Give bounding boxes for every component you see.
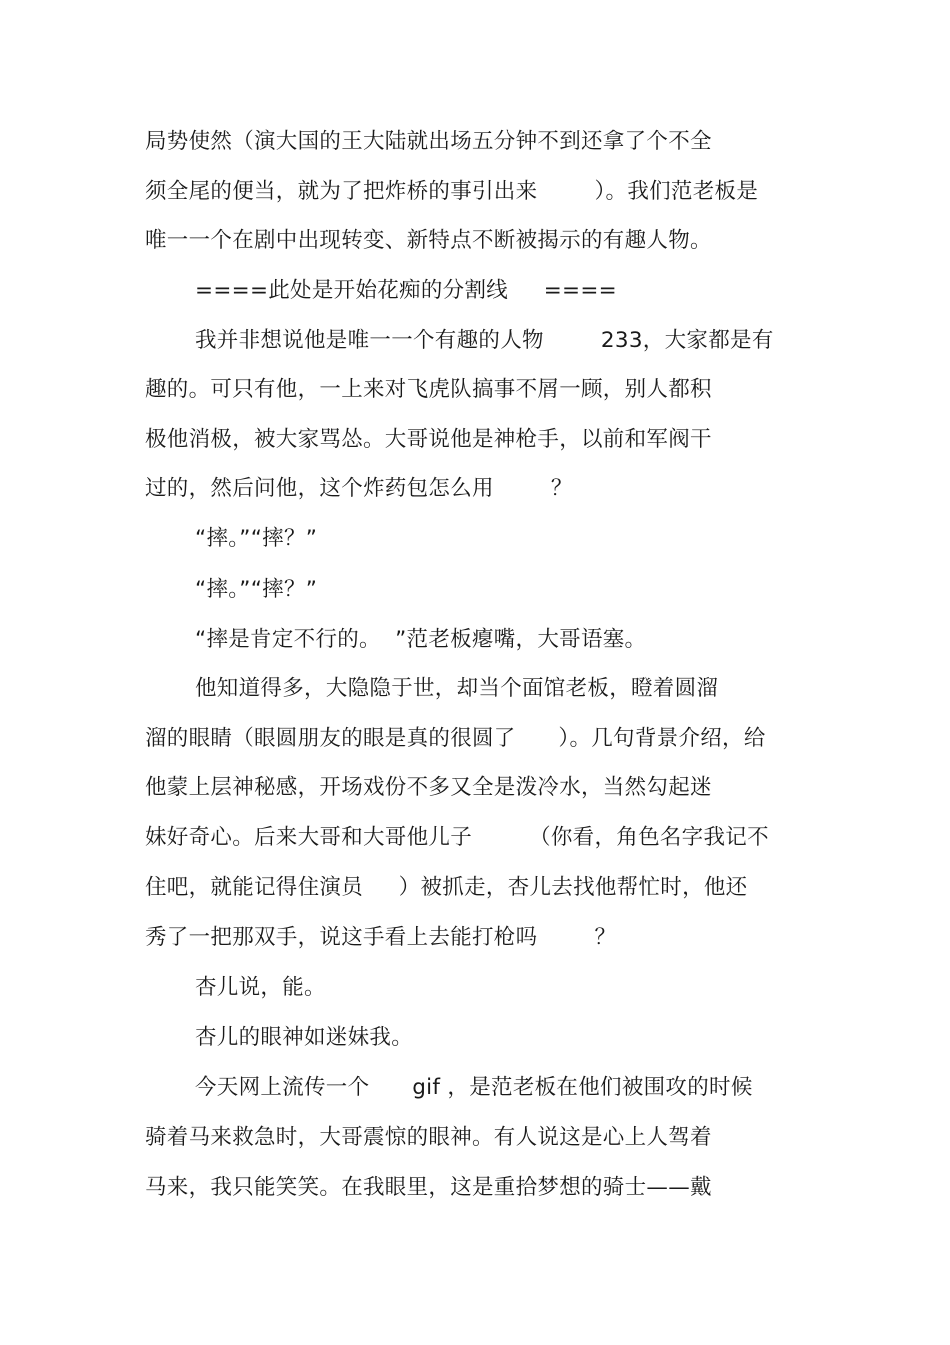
text-line: 杏儿的眼神如迷妹我。 xyxy=(195,1025,414,1050)
text-line: 他知道得多，大隐隐于世，却当个面馆老板，瞪着圆溜 xyxy=(195,676,719,701)
text-line: 过的，然后问他，这个炸药包怎么用 ？ xyxy=(145,476,573,501)
text-line: 秀了一把那双手，说这手看上去能打枪吗 ？ xyxy=(145,925,617,950)
divider-line: ====此处是开始花痴的分割线 ==== xyxy=(195,278,617,303)
dialogue-line: “摔。”“摔？” xyxy=(195,526,318,551)
text-line: 妹好奇心。后来大哥和大哥他儿子 （你看，角色名字我记不 xyxy=(145,825,769,850)
text-line: 住吧，就能记得住演员 ）被抓走，杏儿去找他帮忙时，他还 xyxy=(145,875,748,900)
text-line: 我并非想说他是唯一一个有趣的人物 233，大家都是有 xyxy=(195,328,774,353)
text-line: 极他消极，被大家骂怂。大哥说他是神枪手，以前和军阀干 xyxy=(145,427,712,452)
text-line: 骑着马来救急时，大哥震惊的眼神。有人说这是心上人驾着 xyxy=(145,1125,712,1150)
text-line: 杏儿说，能。 xyxy=(195,975,326,1000)
dialogue-line: “摔。”“摔？” xyxy=(195,577,318,602)
text-line: 今天网上流传一个 gif ，是范老板在他们被围攻的时候 xyxy=(195,1075,753,1100)
text-line: 趣的。可只有他，一上来对飞虎队搞事不屑一顾，别人都积 xyxy=(145,377,712,402)
text-line: 局势使然（演大国的王大陆就出场五分钟不到还拿了个不全 xyxy=(145,129,712,154)
text-line: 溜的眼睛（眼圆朋友的眼是真的很圆了 ）。几句背景介绍，给 xyxy=(145,726,766,751)
text-line: 他蒙上层神秘感，开场戏份不多又全是泼冷水，当然勾起迷 xyxy=(145,775,712,800)
text-line: 唯一一个在剧中出现转变、新特点不断被揭示的有趣人物。 xyxy=(145,228,712,253)
dialogue-line: “摔是肯定不行的。 ”范老板瘪嘴，大哥语塞。 xyxy=(195,627,647,652)
text-line: 须全尾的便当，就为了把炸桥的事引出来 ）。我们范老板是 xyxy=(145,179,759,204)
text-line: 马来，我只能笑笑。在我眼里，这是重拾梦想的骑士——戴 xyxy=(145,1175,712,1200)
